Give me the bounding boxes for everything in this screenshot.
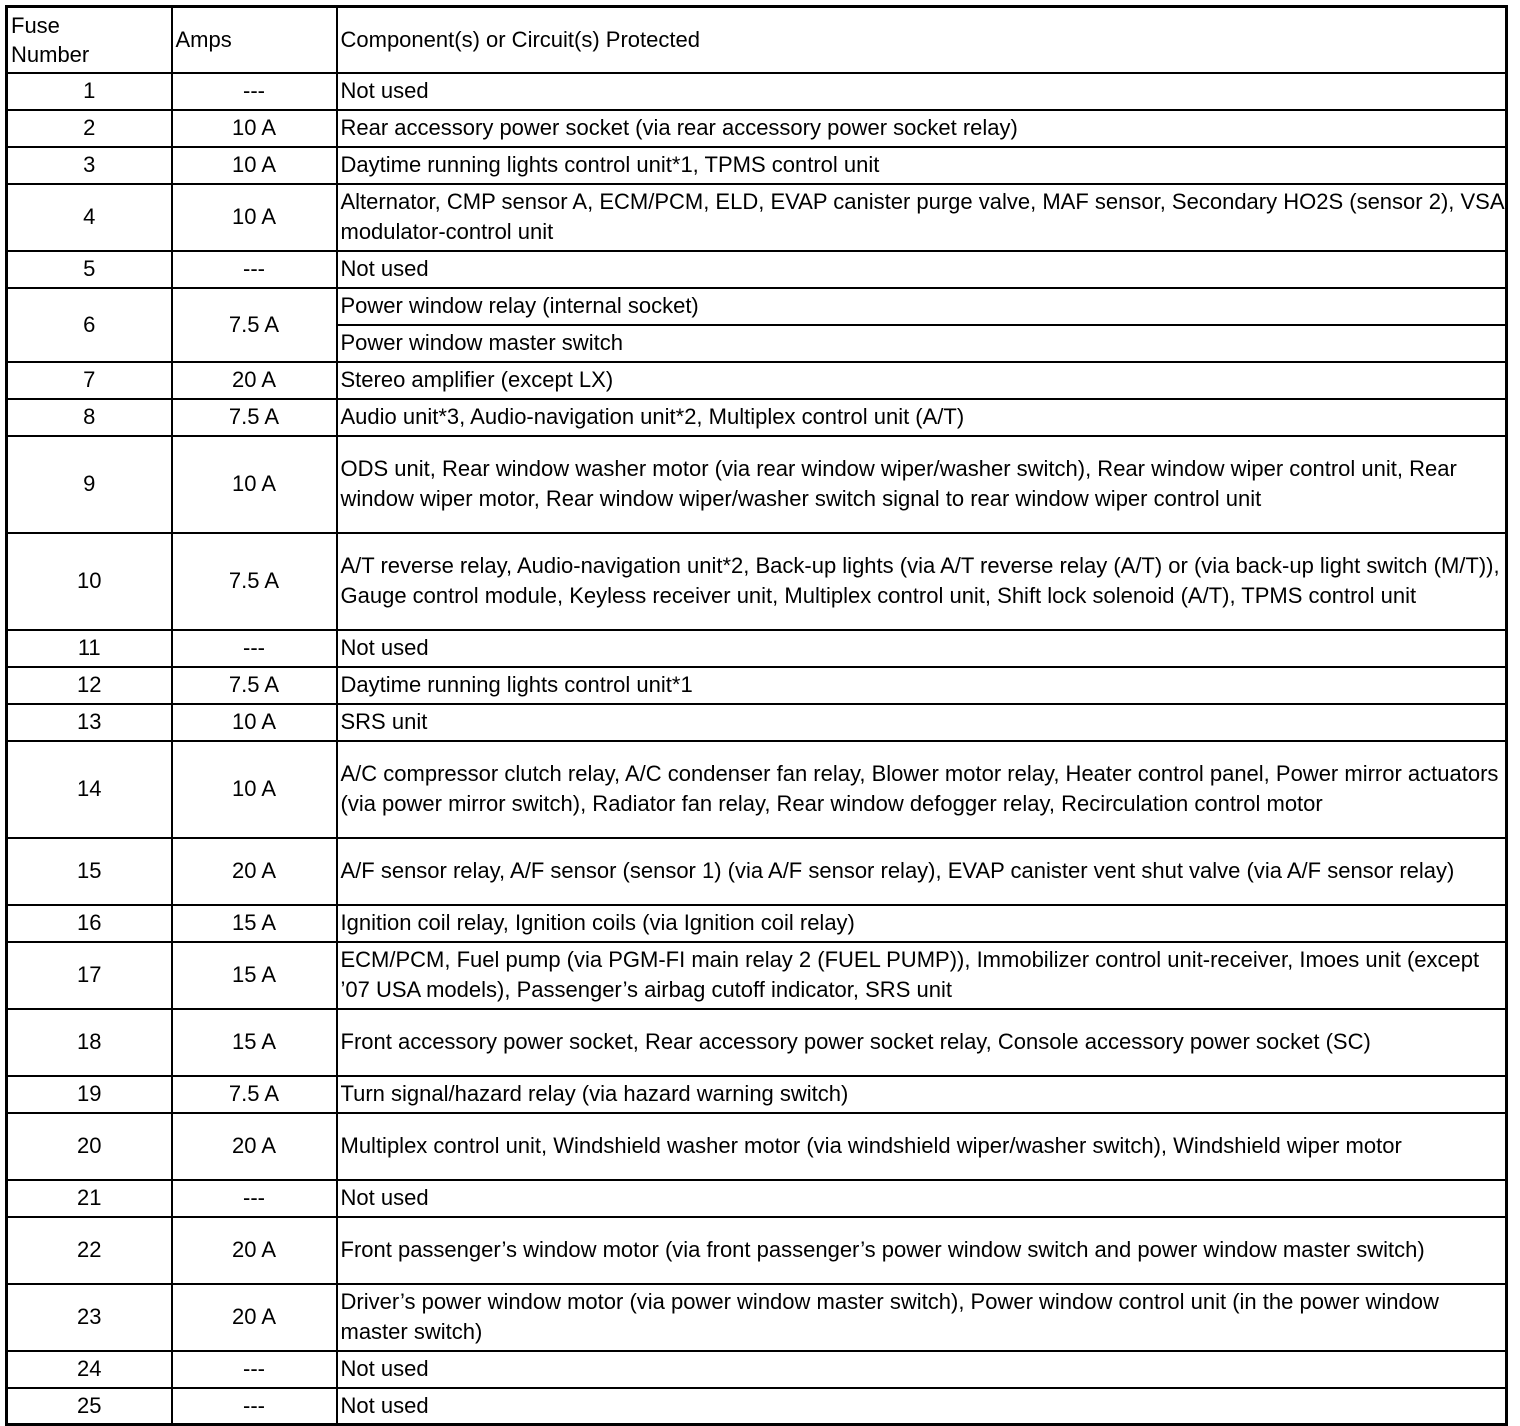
amps-cell: 10 A: [172, 147, 337, 184]
component-cell: ODS unit, Rear window washer motor (via rear window wiper/washer switch), Rear window wiper control unit, Rear window wiper motor, Rear window wiper/washer switch signal to rear window wiper control unit: [337, 436, 1507, 533]
component-cell: Alternator, CMP sensor A, ECM/PCM, ELD, EVAP canister purge valve, MAF sensor, Secondary HO2S (sensor 2), VSA modulator-control unit: [337, 184, 1507, 251]
fuse-number-cell: 21: [7, 1180, 172, 1217]
component-cell: Not used: [337, 73, 1507, 110]
component-cell: Daytime running lights control unit*1: [337, 667, 1507, 704]
table-row: [7, 288, 1507, 325]
component-cell: Driver’s power window motor (via power window master switch), Power window control unit (in the power window master switch): [337, 1284, 1507, 1351]
amps-cell: 7.5 A: [172, 667, 337, 704]
component-cell: Turn signal/hazard relay (via hazard warning switch): [337, 1076, 1507, 1113]
table-row: [7, 110, 1507, 147]
component-cell: Not used: [337, 1351, 1507, 1388]
amps-cell: ---: [172, 251, 337, 288]
amps-cell: 15 A: [172, 1009, 337, 1076]
table-body: [7, 73, 1507, 1425]
component-cell: A/F sensor relay, A/F sensor (sensor 1) (via A/F sensor relay), EVAP canister vent shut valve (via A/F sensor relay): [337, 838, 1507, 905]
amps-cell: 20 A: [172, 1113, 337, 1180]
amps-cell: 15 A: [172, 905, 337, 942]
fuse-number-cell: 6: [7, 288, 172, 362]
table-row: [7, 838, 1507, 905]
amps-cell: 7.5 A: [172, 1076, 337, 1113]
amps-cell: 7.5 A: [172, 533, 337, 630]
amps-cell: 20 A: [172, 838, 337, 905]
header-fuse-number: Fuse Number: [7, 7, 172, 73]
amps-cell: 10 A: [172, 110, 337, 147]
component-cell: Not used: [337, 1388, 1507, 1425]
component-cell: Audio unit*3, Audio-navigation unit*2, Multiplex control unit (A/T): [337, 399, 1507, 436]
table-row: [7, 1388, 1507, 1425]
amps-cell: 20 A: [172, 362, 337, 399]
fuse-number-cell: 13: [7, 704, 172, 741]
component-cell: Stereo amplifier (except LX): [337, 362, 1507, 399]
component-cell: Front passenger’s window motor (via front passenger’s power window switch and power window master switch): [337, 1217, 1507, 1284]
component-cell: Multiplex control unit, Windshield washer motor (via windshield wiper/washer switch), Windshield wiper motor: [337, 1113, 1507, 1180]
fuse-number-cell: 18: [7, 1009, 172, 1076]
fuse-number-cell: 3: [7, 147, 172, 184]
component-cell: ECM/PCM, Fuel pump (via PGM-FI main relay 2 (FUEL PUMP)), Immobilizer control unit-receiver, Imoes unit (except ’07 USA models), Passenger’s airbag cutoff indicator, SRS unit: [337, 942, 1507, 1009]
header-component: Component(s) or Circuit(s) Protected: [337, 7, 1507, 73]
amps-cell: ---: [172, 1388, 337, 1425]
table-row: [7, 1076, 1507, 1113]
fuse-number-cell: 24: [7, 1351, 172, 1388]
component-cell: Front accessory power socket, Rear accessory power socket relay, Console accessory power socket (SC): [337, 1009, 1507, 1076]
amps-cell: ---: [172, 1180, 337, 1217]
fuse-number-cell: 9: [7, 436, 172, 533]
component-cell: A/C compressor clutch relay, A/C condenser fan relay, Blower motor relay, Heater control panel, Power mirror actuators (via power mirror switch), Radiator fan relay, Rear window defogger relay, Recirculation control motor: [337, 741, 1507, 838]
table-row: [7, 630, 1507, 667]
table-row: [7, 1180, 1507, 1217]
fuse-number-cell: 22: [7, 1217, 172, 1284]
table-row: [7, 741, 1507, 838]
fuse-number-cell: 1: [7, 73, 172, 110]
fuse-number-cell: 20: [7, 1113, 172, 1180]
table-row: [7, 436, 1507, 533]
amps-cell: ---: [172, 73, 337, 110]
component-cell: Power window master switch: [337, 325, 1507, 362]
fuse-number-cell: 19: [7, 1076, 172, 1113]
component-cell: Daytime running lights control unit*1, TPMS control unit: [337, 147, 1507, 184]
fuse-number-cell: 2: [7, 110, 172, 147]
fuse-number-cell: 23: [7, 1284, 172, 1351]
amps-cell: 15 A: [172, 942, 337, 1009]
amps-cell: 10 A: [172, 741, 337, 838]
table-row: [7, 73, 1507, 110]
table-row: [7, 1113, 1507, 1180]
amps-cell: 7.5 A: [172, 399, 337, 436]
amps-cell: 20 A: [172, 1284, 337, 1351]
table-row: [7, 362, 1507, 399]
table-row: [7, 1284, 1507, 1351]
header-amps: Amps: [172, 7, 337, 73]
component-cell: Not used: [337, 251, 1507, 288]
fuse-number-cell: 8: [7, 399, 172, 436]
table-row: [7, 1351, 1507, 1388]
component-cell: SRS unit: [337, 704, 1507, 741]
component-cell: Not used: [337, 630, 1507, 667]
component-cell: Not used: [337, 1180, 1507, 1217]
fuse-number-cell: 15: [7, 838, 172, 905]
fuse-number-cell: 10: [7, 533, 172, 630]
table-row: [7, 399, 1507, 436]
fuse-number-cell: 17: [7, 942, 172, 1009]
amps-cell: 10 A: [172, 436, 337, 533]
fuse-number-cell: 4: [7, 184, 172, 251]
table-row: [7, 533, 1507, 630]
table-row: [7, 251, 1507, 288]
component-cell: Power window relay (internal socket): [337, 288, 1507, 325]
table-row: [7, 942, 1507, 1009]
fuse-number-cell: 16: [7, 905, 172, 942]
fuse-number-cell: 14: [7, 741, 172, 838]
table-row: [7, 905, 1507, 942]
component-cell: Ignition coil relay, Ignition coils (via Ignition coil relay): [337, 905, 1507, 942]
table-row: [7, 704, 1507, 741]
amps-cell: ---: [172, 630, 337, 667]
amps-cell: 10 A: [172, 184, 337, 251]
component-cell: A/T reverse relay, Audio-navigation unit*2, Back-up lights (via A/T reverse relay (A/T) or (via back-up light switch (M/T)), Gauge control module, Keyless receiver unit, Multiplex control unit, Shift lock solenoid (A/T), TPMS control unit: [337, 533, 1507, 630]
fuse-number-cell: 12: [7, 667, 172, 704]
table-row: [7, 147, 1507, 184]
table-row: [7, 667, 1507, 704]
amps-cell: 10 A: [172, 704, 337, 741]
table-row: [7, 1217, 1507, 1284]
table-row: [7, 1009, 1507, 1076]
table-header: [7, 7, 1507, 73]
fuse-table: [5, 5, 1508, 1426]
fuse-number-cell: 7: [7, 362, 172, 399]
amps-cell: 20 A: [172, 1217, 337, 1284]
amps-cell: ---: [172, 1351, 337, 1388]
amps-cell: 7.5 A: [172, 288, 337, 362]
header-row: [7, 7, 1507, 73]
table-row: [7, 184, 1507, 251]
fuse-number-cell: 11: [7, 630, 172, 667]
fuse-number-cell: 25: [7, 1388, 172, 1425]
component-cell: Rear accessory power socket (via rear accessory power socket relay): [337, 110, 1507, 147]
fuse-number-cell: 5: [7, 251, 172, 288]
